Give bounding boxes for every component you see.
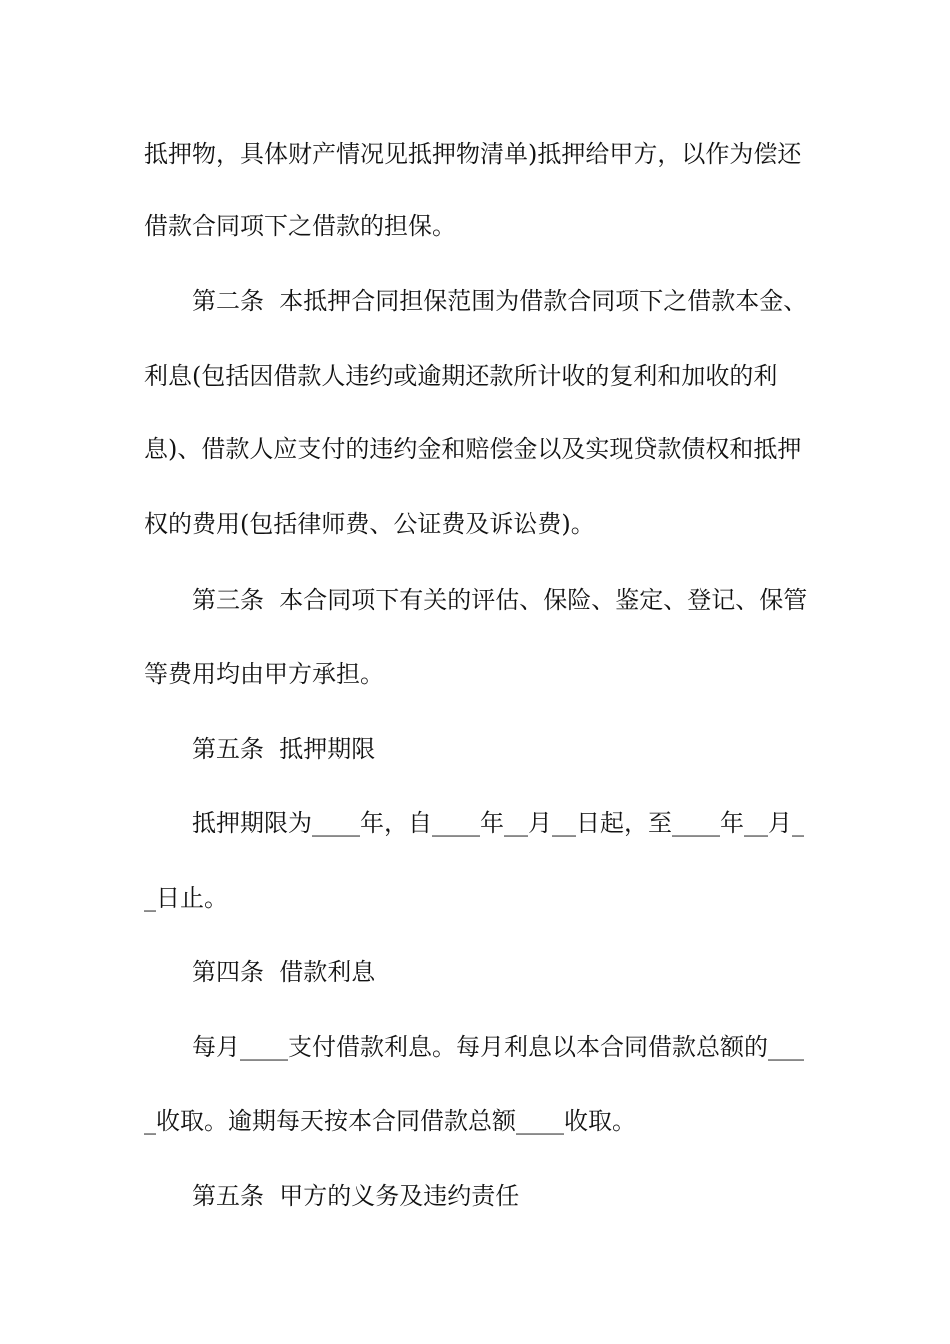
text-line: 息)、借款人应支付的违约金和赔偿金以及实现贷款债权和抵押 <box>144 435 802 463</box>
clause-heading-3: 第三条 本合同项下有关的评估、保险、鉴定、登记、保管 <box>192 586 808 614</box>
clause-heading-5-obligations: 第五条 甲方的义务及违约责任 <box>192 1182 520 1210</box>
clause-heading-2: 第二条 本抵押合同担保范围为借款合同项下之借款本金、 <box>192 287 808 315</box>
text-line: _收取。逾期每天按本合同借款总额____收取。 <box>144 1107 636 1135</box>
text-line: 借款合同项下之借款的担保。 <box>144 212 456 240</box>
clause-heading-5-term: 第五条 抵押期限 <box>192 735 376 763</box>
clause-heading-4: 第四条 借款利息 <box>192 958 376 986</box>
interest-line: 每月____支付借款利息。每月利息以本合同借款总额的___ <box>192 1033 804 1061</box>
mortgage-term-line: 抵押期限为____年，自____年__月__日起，至____年__月_ <box>192 809 804 837</box>
text-line: _日止。 <box>144 884 228 912</box>
text-line: 抵押物，具体财产情况见抵押物清单)抵押给甲方，以作为偿还 <box>144 140 802 168</box>
text-line: 利息(包括因借款人违约或逾期还款所计收的复利和加收的利 <box>144 362 778 390</box>
text-line: 等费用均由甲方承担。 <box>144 660 384 688</box>
text-line: 权的费用(包括律师费、公证费及诉讼费)。 <box>144 510 595 538</box>
